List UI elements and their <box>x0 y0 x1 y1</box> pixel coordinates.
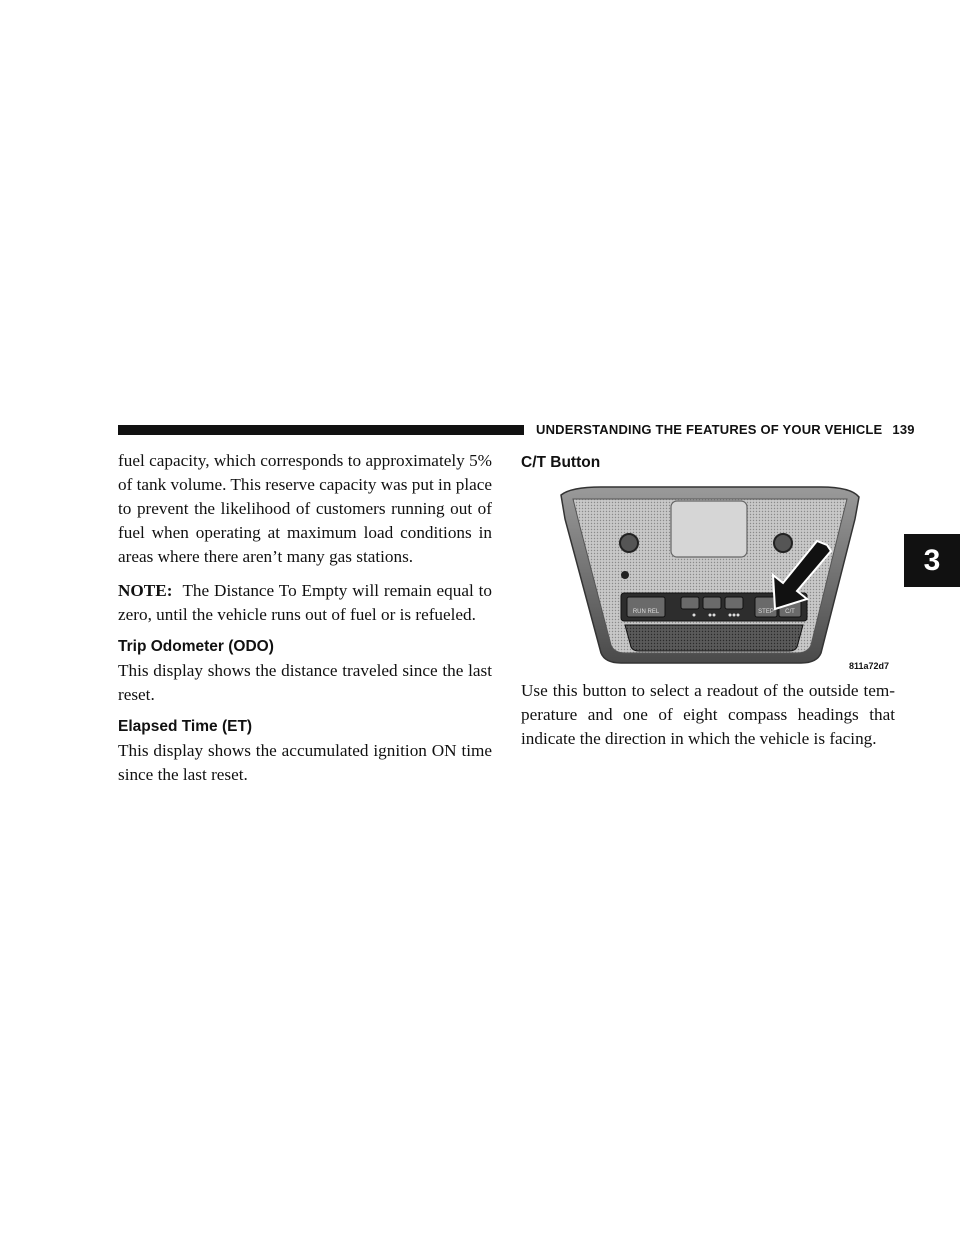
note-text: The Distance To Empty will remain equal to zero, until the vehicle runs out of fuel or is refueled. <box>118 581 492 624</box>
center-lens <box>671 501 747 557</box>
indicator-light <box>621 571 629 579</box>
note-paragraph <box>118 579 492 627</box>
elapsed-time-paragraph: This display shows the accumulated ignition ON time since the last reset. <box>118 741 492 784</box>
ct-button-heading: C/T Button <box>521 454 601 471</box>
figure-caption: 811a72d7 <box>848 661 889 671</box>
overhead-console-illustration <box>521 483 895 673</box>
chapter-tab: 3 <box>904 534 960 587</box>
left-column <box>118 449 492 797</box>
center-button-2 <box>703 597 721 609</box>
storage-bin <box>625 625 803 651</box>
run-rel-label: RUN REL <box>632 609 660 615</box>
right-map-light <box>774 534 792 552</box>
fuel-capacity-paragraph: fuel capacity, which corresponds to approximately 5% of tank volume. This reserve capacity was put in place to prevent the likelihood of customers running out of fuel when operating at maximum load conditions in areas where there aren’t many gas stations. <box>118 451 492 566</box>
page-number: 139 <box>892 422 915 437</box>
right-column <box>521 449 895 761</box>
step-label: STEP <box>758 609 774 615</box>
header-rule <box>118 425 524 435</box>
trip-odometer-paragraph: This display shows the distance traveled since the last reset. <box>118 661 492 704</box>
trip-odometer-heading: Trip Odometer (ODO) <box>118 638 274 655</box>
running-header <box>536 422 915 437</box>
section-title: UNDERSTANDING THE FEATURES OF YOUR VEHICLE <box>536 422 883 437</box>
elapsed-time-heading: Elapsed Time (ET) <box>118 718 253 735</box>
ct-label: C/T <box>785 609 795 615</box>
center-button-3 <box>725 597 743 609</box>
center-button-1 <box>681 597 699 609</box>
ct-button-paragraph: Use this button to select a readout of the outside tem-perature and one of eight compass headings that indicate the direction in which the vehicle is facing. <box>521 681 895 748</box>
overhead-console-figure <box>521 483 895 673</box>
note-label: NOTE: <box>118 581 173 600</box>
left-map-light <box>620 534 638 552</box>
